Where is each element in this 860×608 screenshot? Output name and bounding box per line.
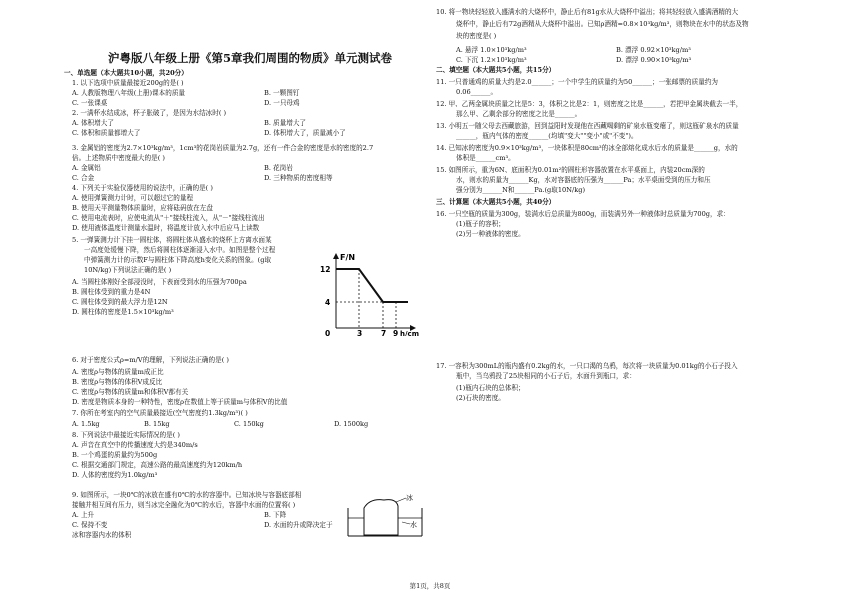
left-line-0: 一、单选题（本大题共10小题，共20分） bbox=[64, 69, 188, 77]
right-line-1: 烧杯中，静止后有72g酒精从大烧杯中溢出。已知ρ酒精=0.8×10³kg/m³，则物块在水中的状态及物 bbox=[456, 20, 749, 28]
graph-x-label: h/cm bbox=[400, 330, 419, 336]
left-line-36: A. 1.5kg bbox=[72, 420, 100, 428]
left-line-30: 6. 对于密度公式ρ=m/V的理解，下列说法正确的是( ) bbox=[72, 356, 229, 364]
left-line-48: B. 下降 bbox=[264, 511, 287, 519]
left-line-35: 7. 你所在考室内的空气质量最接近(空气密度约1.3kg/m³)( ) bbox=[72, 409, 248, 417]
right-line-10: 12. 甲、乙两金属块质量之比是5：3，体积之比是2：1，则密度之比是______，若把甲金属块截去一半， bbox=[436, 100, 743, 108]
left-line-37: B. 15kg bbox=[144, 420, 170, 428]
left-line-15: C. 合金 bbox=[72, 174, 95, 182]
left-line-12: 倍。上述物质中密度最大的是( ) bbox=[72, 154, 165, 162]
left-line-14: B. 花岗岩 bbox=[264, 164, 293, 172]
left-line-47: A. 上升 bbox=[72, 511, 95, 519]
left-line-33: C. 密度ρ与物体的质量m和体积V都有关 bbox=[72, 388, 189, 396]
right-line-17: 水，则水的质量为______Kg，水对容器底的压强为______Pa；水平桌面受到的压力和压 bbox=[456, 176, 711, 184]
left-line-49: C. 保持不变 bbox=[72, 521, 108, 529]
right-line-4: B. 漂浮 0.92×10³kg/m³ bbox=[616, 46, 691, 54]
left-line-46: 接触并相互间有压力，则当冰完全融化为0℃的水后，容器中水面的位置将( ) bbox=[72, 501, 296, 509]
right-line-22: (2)另一种液体的密度。 bbox=[456, 230, 525, 238]
left-line-8: B. 质量增大了 bbox=[264, 119, 307, 127]
graph-y-label: F/N bbox=[340, 253, 356, 262]
graph-curve bbox=[336, 269, 408, 302]
page-footer: 第1页，共8页 bbox=[409, 582, 451, 590]
right-line-19: 三、计算题（本大题共5小题，共40分） bbox=[436, 198, 556, 206]
left-line-40: 8. 下列说法中最接近实际情况的是( ) bbox=[72, 431, 180, 439]
left-line-21: D. 使用液体温度计测量水温时，将温度计放入水中后应马上读数 bbox=[72, 224, 260, 232]
right-line-25: (1)瓶内石块的总体积； bbox=[456, 384, 525, 392]
graph-x-tick-7: 7 bbox=[381, 329, 387, 336]
page-title: 沪粤版八年级上册《第5章我们周围的物质》单元测试卷 bbox=[108, 51, 392, 65]
right-line-11: 那么甲、乙剩余部分的密度之比是______。 bbox=[456, 110, 582, 118]
left-line-17: 4. 下列关于实验仪器使用的说法中，正确的是( ) bbox=[72, 184, 213, 192]
left-line-44: D. 人体的密度约为1.0kg/m³ bbox=[72, 471, 158, 479]
left-line-32: B. 密度ρ与物体的体积V成反比 bbox=[72, 378, 163, 386]
right-line-21: (1)瓶子的容积； bbox=[456, 220, 505, 228]
left-line-5: D. 一只母鸡 bbox=[264, 99, 300, 107]
right-line-5: C. 下沉 1.2×10³kg/m³ bbox=[456, 56, 527, 64]
left-line-9: C. 体积和质量都增大了 bbox=[72, 129, 141, 137]
right-line-20: 16. 一只空瓶的质量为300g，装满水后总质量为800g，而装满另外一种液体时总质量为700g，求： bbox=[436, 210, 730, 218]
right-line-0: 10. 将一物块轻轻放入盛满水的大烧杯中，静止后有81g水从大烧杯中溢出；将其轻轻放入盛满酒精的大 bbox=[436, 8, 739, 16]
graph-y-tick-4: 4 bbox=[325, 298, 331, 307]
left-line-13: A. 金属铝 bbox=[72, 164, 101, 172]
left-line-43: C. 根据交通部门规定，高速公路的最高速度约为120km/h bbox=[72, 461, 243, 469]
left-line-45: 9. 如图所示，一块0℃的冰放在盛有0℃的水的容器中。已知冰块与容器底部相 bbox=[72, 491, 302, 499]
right-line-26: (2)石块的密度。 bbox=[456, 394, 505, 402]
left-line-22: 5. 一弹簧测力计下挂一圆柱体，将圆柱体从盛水的烧杯上方离水面某 bbox=[72, 236, 272, 244]
ice-container-figure bbox=[340, 492, 432, 540]
left-line-25: 10N/kg)下列说法正确的是( ) bbox=[84, 266, 172, 274]
right-line-12: 13. 小明五一随父母去西藏旅游，回到益阳时发现他在西藏喝剩的矿泉水瓶变瘪了，则这瓶矿泉水的质量 bbox=[436, 122, 739, 130]
ice-block bbox=[364, 500, 398, 535]
left-line-28: C. 圆柱体受到的最大浮力是12N bbox=[72, 298, 168, 306]
left-line-23: 一高度处缓慢下降，然后将圆柱体逐渐浸入水中。如图是整个过程 bbox=[84, 246, 276, 254]
force-height-graph bbox=[312, 250, 424, 336]
left-line-29: D. 圆柱体的密度是1.5×10³kg/m³ bbox=[72, 308, 174, 316]
left-line-7: A. 体积增大了 bbox=[72, 119, 114, 127]
left-line-3: B. 一颗图钉 bbox=[264, 89, 300, 97]
left-line-20: C. 使用电流表时，应使电流从"＋"接线柱流入，从"－"接线柱流出 bbox=[72, 214, 265, 222]
right-line-23: 17. 一容积为300mL的瓶内盛有0.2kg的水，一只口渴的乌鸦，每次将一块质量为0.01kg的小石子投入 bbox=[436, 362, 738, 370]
right-line-6: D. 漂浮 0.90×10³kg/m³ bbox=[616, 56, 692, 64]
right-line-14: 14. 已知冰的密度为0.9×10³kg/m³，一块体积是80cm³的冰全部熔化成水后水的质量是______g，水的 bbox=[436, 144, 738, 152]
right-line-13: ______，瓶内气体的密度______(均填"变大""变小"或"不变")。 bbox=[456, 132, 638, 140]
left-line-26: A. 当圆柱体刚好全部浸没时，下表面受到水的压强为700pa bbox=[72, 278, 247, 286]
left-line-11: 3. 金属铝的密度为2.7×10³kg/m³，1cm³的花岗岩质量为2.7g，还有一件合金的密度是水的密度的2.7 bbox=[72, 144, 374, 152]
right-line-9: 0.06______。 bbox=[456, 88, 498, 96]
left-line-10: D. 体积增大了，质量减小了 bbox=[264, 129, 346, 137]
graph-x-tick-9: 9 bbox=[393, 329, 399, 336]
right-line-18: 强分别为______N和______Pa.(g取10N/kg) bbox=[456, 186, 586, 194]
right-line-3: A. 悬浮 1.0×10³kg/m³ bbox=[456, 46, 527, 54]
left-line-50: D. 水面的升或降决定于 bbox=[264, 521, 333, 529]
left-line-31: A. 密度ρ与物体的质量m成正比 bbox=[72, 368, 164, 376]
right-line-7: 二、填空题（本大题共5小题，共15分） bbox=[436, 66, 556, 74]
left-line-18: A. 使用弹簧测力计时，可以超过它的量程 bbox=[72, 194, 194, 202]
left-line-19: B. 使用天平测量物体质量时，应将砝码放在左盘 bbox=[72, 204, 213, 212]
ice-label: 冰 bbox=[406, 494, 413, 502]
right-line-15: 体积是______cm³。 bbox=[456, 154, 515, 162]
right-line-16: 15. 如图所示，重为6N、底面积为0.01m²的圆柱形容器放置在水平桌面上，内装20cm深的 bbox=[436, 166, 705, 174]
left-line-51: 冰和容器内水的体积 bbox=[72, 531, 132, 539]
left-line-1: 1. 以下选项中质量最接近200g的是( ) bbox=[72, 79, 184, 87]
left-line-42: B. 一个鸡蛋的质量约为500g bbox=[72, 451, 158, 459]
right-line-2: 块的密度是( ) bbox=[456, 32, 497, 40]
left-line-24: 中弹簧测力计的示数F与圆柱体下降高度h变化关系的图象。(g取 bbox=[84, 256, 272, 264]
left-line-27: B. 圆柱体受到的重力是4N bbox=[72, 288, 151, 296]
left-line-6: 2. 一满杯水结成冰，杯子胀破了，是因为水结冰时( ) bbox=[72, 109, 227, 117]
right-line-8: 11. 一只普通鸡的质量大约是2.0______；一个中学生的质量约为50______；一张邮票的质量约为 bbox=[436, 78, 719, 86]
graph-x-tick-3: 3 bbox=[357, 329, 363, 336]
left-line-4: C. 一张课桌 bbox=[72, 99, 108, 107]
left-line-34: D. 密度是物质本身的一种特性，密度ρ在数值上等于质量m与体积V的比值 bbox=[72, 398, 288, 406]
left-line-38: C. 150kg bbox=[234, 420, 264, 428]
water-label: 水 bbox=[410, 521, 417, 529]
right-line-24: 瓶中，当乌鸦投了25块相同的小石子后，水面升到瓶口，求： bbox=[456, 372, 636, 380]
left-line-41: A. 声音在真空中的传播速度大约是340m/s bbox=[72, 441, 198, 449]
left-line-16: D. 三种物质的密度相等 bbox=[264, 174, 333, 182]
graph-x-tick-0: 0 bbox=[325, 329, 331, 336]
ice-leader bbox=[396, 498, 406, 502]
water-leader bbox=[402, 522, 410, 524]
graph-y-tick-12: 12 bbox=[320, 265, 331, 274]
left-line-39: D. 1500kg bbox=[334, 420, 369, 428]
left-line-2: A. 人教版物理八年级(上册)课本的质量 bbox=[72, 89, 186, 97]
graph-y-arrow bbox=[333, 253, 339, 259]
